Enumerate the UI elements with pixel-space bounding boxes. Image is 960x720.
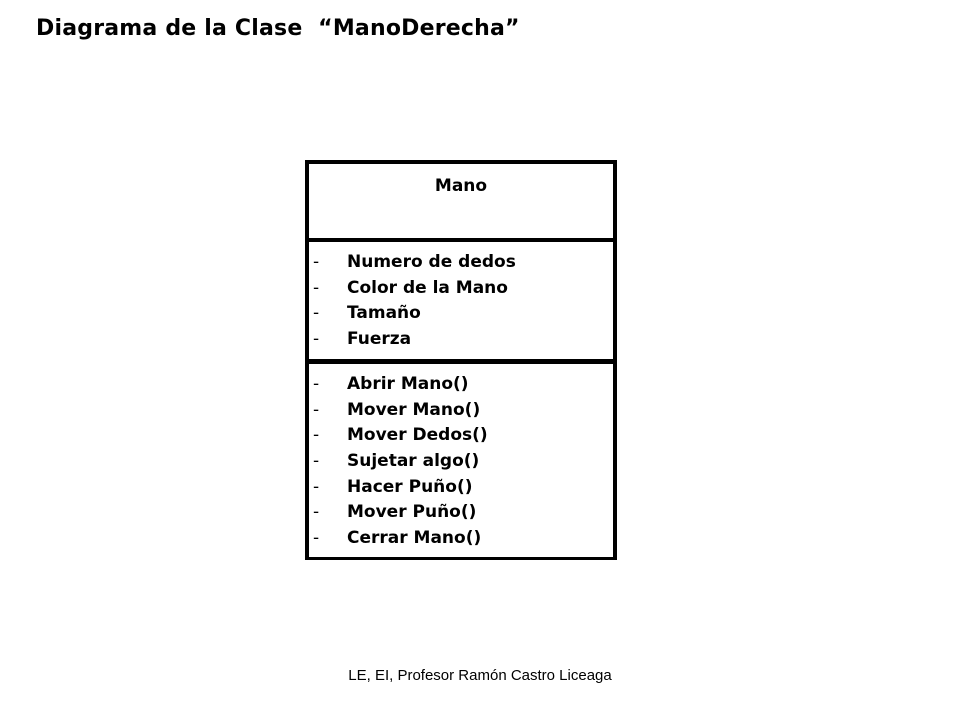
method-label: Mover Mano() [347, 399, 481, 420]
method-label: Cerrar Mano() [347, 528, 482, 549]
visibility-marker: - [313, 451, 320, 472]
attributes-compartment [305, 238, 617, 362]
attribute-item [313, 301, 516, 327]
visibility-marker: - [313, 476, 320, 497]
method-item [313, 500, 488, 526]
method-item [313, 372, 488, 398]
attribute-item [313, 250, 516, 276]
class-name-compartment [305, 160, 617, 242]
visibility-marker: - [313, 425, 320, 446]
method-label: Abrir Mano() [347, 374, 469, 394]
slide-title: Diagrama de la Clase “ManoDerecha” [36, 16, 520, 41]
attributes-list [313, 250, 516, 353]
attribute-item [313, 327, 516, 353]
visibility-marker: - [313, 528, 320, 549]
attribute-label: Color de la Mano [347, 277, 508, 298]
method-label: Hacer Puño() [347, 476, 473, 497]
visibility-marker: - [313, 329, 320, 350]
attribute-label: Fuerza [347, 329, 412, 350]
method-label: Mover Dedos() [347, 425, 488, 446]
attribute-label: Tamaño [347, 303, 421, 324]
method-item [313, 449, 488, 475]
visibility-marker: - [313, 374, 320, 394]
method-item [313, 398, 488, 424]
method-label: Sujetar algo() [347, 451, 480, 472]
method-item [313, 526, 488, 552]
methods-compartment [305, 360, 617, 560]
visibility-marker: - [313, 303, 320, 324]
attribute-label: Numero de dedos [347, 252, 516, 272]
visibility-marker: - [313, 502, 320, 523]
visibility-marker: - [313, 399, 320, 420]
attribute-item [313, 276, 516, 302]
method-label: Mover Puño() [347, 502, 477, 523]
visibility-marker: - [313, 252, 320, 272]
visibility-marker: - [313, 277, 320, 298]
uml-class-diagram [305, 160, 617, 560]
class-name: Mano [434, 176, 488, 196]
footer-credit: LE, EI, Profesor Ramón Castro Liceaga [348, 667, 612, 684]
methods-list [313, 372, 488, 552]
method-item [313, 423, 488, 449]
method-item [313, 475, 488, 501]
